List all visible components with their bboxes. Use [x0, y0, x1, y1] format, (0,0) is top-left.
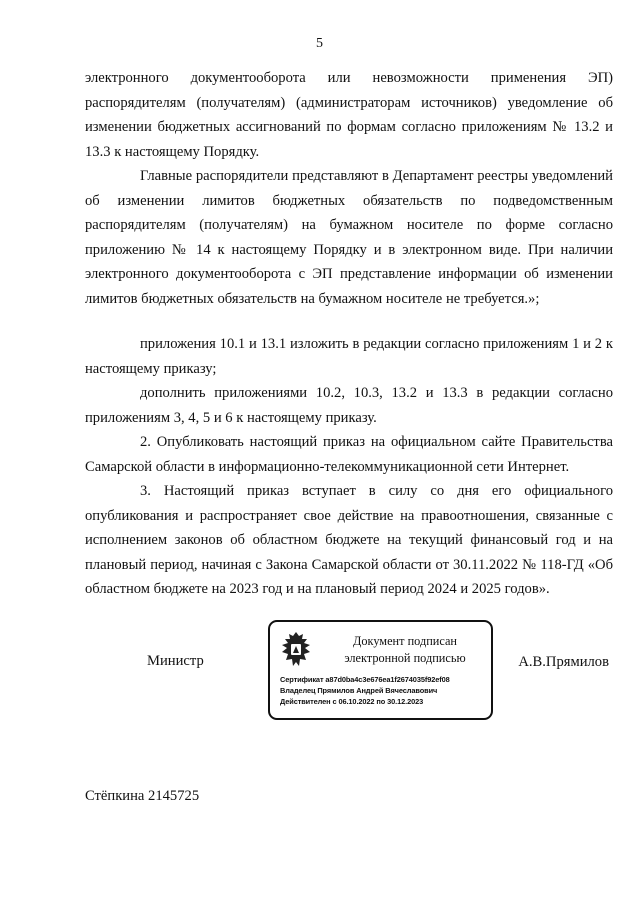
stamp-validity: Действителен с 06.10.2022 по 30.12.2023 — [280, 697, 424, 706]
stamp-certificate: Сертификат a87d0ba4c3e676ea1f2674035f92ef08 — [280, 675, 450, 684]
stamp-owner: Владелец Прямилов Андрей Вячеславович — [280, 686, 438, 695]
author-line: Стёпкина 2145725 — [85, 788, 200, 804]
paragraph-appendix-add: дополнить приложениями 10.2, 10.3, 13.2 и 13.3 в редакции согласно приложениям 3, 4, 5 и 6 к настоящему приказу. — [85, 385, 613, 426]
electronic-signature-stamp — [268, 620, 493, 720]
samara-region-emblem-icon — [279, 631, 313, 669]
paragraph-appendix-edit: приложения 10.1 и 13.1 изложить в редакции согласно приложениям 1 и 2 к настоящему приказу; — [85, 336, 613, 377]
signatory-name: А.В.Прямилов — [518, 654, 609, 670]
signatory-position: Министр — [147, 653, 204, 669]
paragraph-continuation: электронного документооборота или невозможности применения ЭП) распорядителям (получателям) (администраторам источников) уведомление об изменении бюджетных ассигнований по формам согласно приложениям № 13.2 и 13.3 к настоящему Порядку. — [85, 70, 613, 160]
paragraph-entry-into-force: 3. Настоящий приказ вступает в силу со дня его официального опубликования и распространяет свое действие на правоотношения, связанные с исполнением законов об областном бюджете на текущий финансовый год и на плановый период, начиная с Закона Самарской области от 30.11.2022 № 118-ГД «Об областном бюджете на 2023 год и на плановый период 2024 и 2025 годов». — [85, 483, 613, 598]
stamp-title-line1: Документ подписан — [352, 634, 458, 648]
page-number: 5 — [316, 36, 323, 51]
paragraph-publish: 2. Опубликовать настоящий приказ на официальном сайте Правительства Самарской области в информационно-телекоммуникационной сети Интернет. — [85, 434, 613, 475]
stamp-title-line2: электронной подписью — [344, 651, 466, 665]
paragraph-main-managers: Главные распорядители представляют в Департамент реестры уведомлений об изменении лимитов бюджетных обязательств по подведомственным распорядителям (получателям) на бумажном носителе по форме согласно приложению № 14 к настоящему Порядку и в электронном виде. При наличии электронного документооборота с ЭП представление информации об изменении лимитов бюджетных обязательств на бумажном носителе не требуется.»; — [85, 168, 613, 307]
